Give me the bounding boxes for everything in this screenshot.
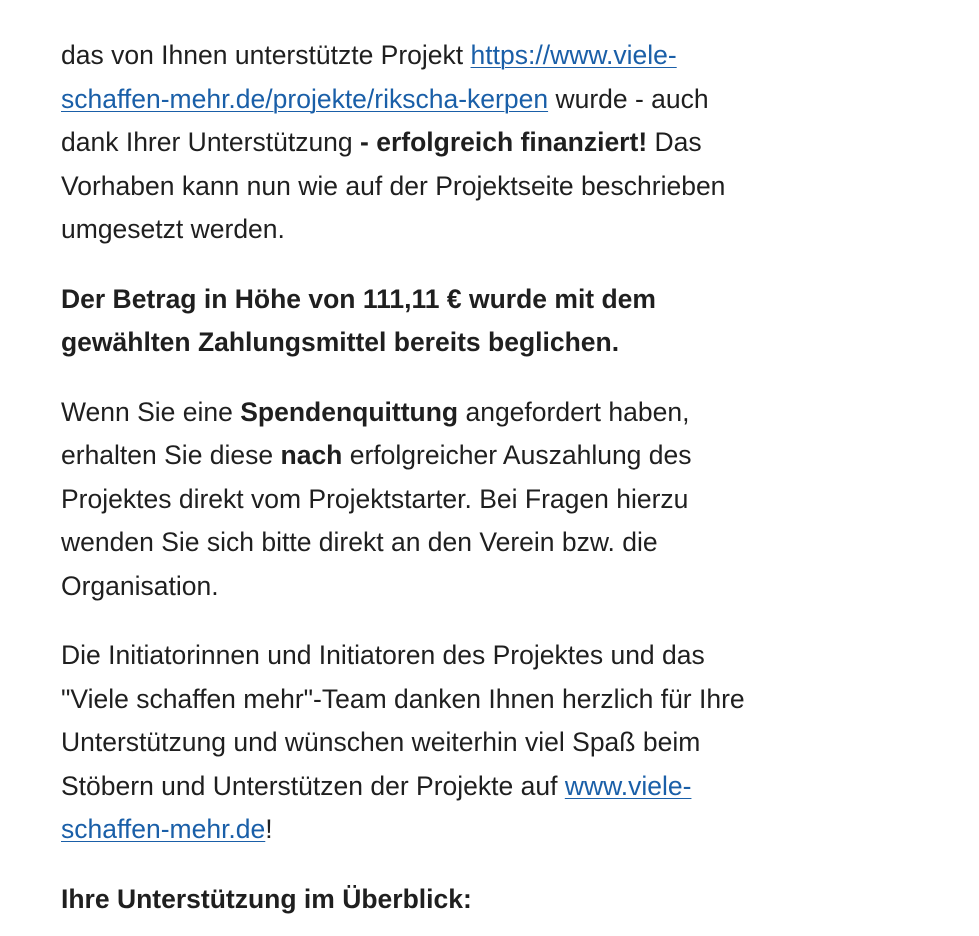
project-intro-text: das von Ihnen unterstützte Projekt (61, 40, 471, 70)
overview-heading: Ihre Unterstützung im Überblick: (61, 883, 472, 914)
payment-confirmation: Der Betrag in Höhe von 111,11 € wurde mit dem gewählten Zahlungsmittel bereits beglichen. (61, 283, 656, 357)
project-status-text: wurde - auch dank Ihrer Unterstützung (61, 83, 709, 157)
project-implementation-text: Das Vorhaben kann nun wie auf der Projektseite beschrieben umgesetzt werden. (61, 127, 726, 244)
paragraph-donation-receipt (61, 391, 761, 609)
thanks-text: Die Initiatorinnen und Initiatoren des Projektes und das "Viele schaffen mehr"-Team danken Ihnen herzlich für Ihre Unterstützung und wünschen weiterhin viel Spaß beim Stöbern und Unterstützen der Projekte auf (61, 640, 745, 801)
receipt-text-2: angefordert haben, erhalten Sie diese (61, 396, 690, 470)
receipt-text-3: erfolgreicher Auszahlung des Projektes direkt vom Projektstarter. Bei Fragen hierzu wenden Sie sich bitte direkt an den Verein bzw. die Organisation. (61, 440, 692, 601)
receipt-highlight: Spendenquittung (240, 396, 459, 427)
funded-highlight: - erfolgreich finanziert! (360, 127, 648, 157)
paragraph-payment (61, 278, 761, 365)
receipt-text-1: Wenn Sie eine (61, 396, 241, 427)
after-highlight: nach (280, 440, 343, 470)
website-link[interactable]: www.viele-schaffen-mehr.de (61, 770, 692, 844)
paragraph-thanks (61, 634, 761, 852)
thanks-exclamation: ! (265, 814, 273, 844)
email-body (61, 34, 761, 921)
paragraph-project-funded (61, 34, 761, 252)
project-link[interactable]: https://www.viele-schaffen-mehr.de/projekte/rikscha-kerpen (61, 40, 677, 114)
